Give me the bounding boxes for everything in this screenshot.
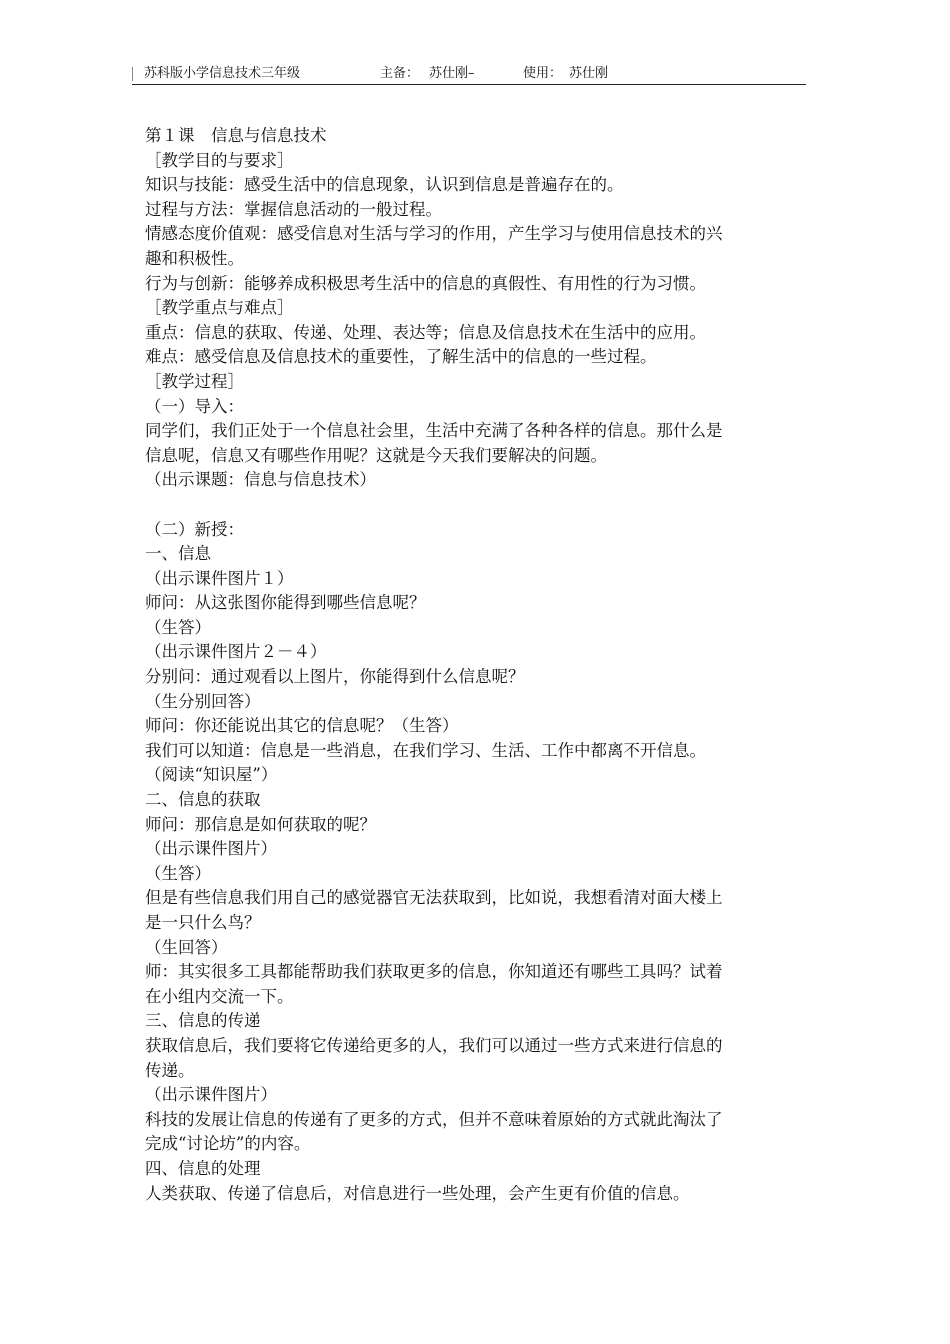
text-line: （二）新授：: [145, 519, 244, 539]
header-use-name: 苏仕刚: [569, 66, 609, 81]
text-line: ［教学重点与难点］: [145, 298, 294, 318]
text-line: （生回答）: [145, 937, 228, 957]
text-line: 难点：感受信息及信息技术的重要性，了解生活中的信息的一些过程。: [145, 347, 657, 367]
text-line: （出示课件图片）: [145, 1085, 277, 1105]
text-line: 师：其实很多工具都能帮助我们获取更多的信息，你知道还有哪些工具吗？试着: [145, 962, 723, 982]
text-line: 师问：从这张图你能得到哪些信息呢？: [145, 593, 426, 613]
text-line: 情感态度价值观：感受信息对生活与学习的作用，产生学习与使用信息技术的兴: [145, 224, 723, 244]
text-line: ［教学过程］: [145, 371, 244, 391]
text-line: 师问：你还能说出其它的信息呢？（生答）: [145, 716, 459, 736]
text-line: （出示课题：信息与信息技术）: [145, 470, 376, 490]
text-line: 科技的发展让信息的传递有了更多的方式，但并不意味着原始的方式就此淘汰了: [145, 1109, 723, 1129]
text-line: 三、信息的传递: [145, 1011, 261, 1031]
text-line: （出示课件图片２－４）: [145, 642, 327, 662]
text-line: 在小组内交流一下。: [145, 986, 294, 1006]
text-line: （出示课件图片１）: [145, 568, 294, 588]
text-line: 二、信息的获取: [145, 790, 261, 810]
text-line: （一）导入：: [145, 396, 244, 416]
text-line: 第１课 信息与信息技术: [145, 126, 327, 145]
text-line: （生答）: [145, 617, 211, 637]
text-line: 一、信息: [145, 544, 211, 564]
text-line: 传递。: [145, 1060, 195, 1080]
page-header: [132, 64, 806, 85]
text-line: 四、信息的处理: [145, 1158, 261, 1178]
blank-line: [145, 493, 810, 518]
header-divider: [132, 67, 133, 81]
text-line: 同学们，我们正处于一个信息社会里，生活中充满了各种各样的信息。那什么是: [145, 421, 723, 441]
text-line: 行为与创新：能够养成积极思考生活中的信息的真假性、有用性的行为习惯。: [145, 273, 706, 293]
text-line: 人类获取、传递了信息后，对信息进行一些处理，会产生更有价值的信息。: [145, 1183, 690, 1203]
text-line: 完成“讨论坊”的内容。: [145, 1134, 311, 1154]
text-line: 过程与方法：掌握信息活动的一般过程。: [145, 199, 442, 219]
header-prep-name: 苏仕刚–: [429, 66, 475, 81]
text-line: 我们可以知道：信息是一些消息，在我们学习、生活、工作中都离不开信息。: [145, 740, 706, 760]
text-line: （出示课件图片）: [145, 839, 277, 859]
text-line: 获取信息后，我们要将它传递给更多的人，我们可以通过一些方式来进行信息的: [145, 1035, 723, 1055]
header-use-label: 使用：: [523, 66, 563, 81]
text-line: ［教学目的与要求］: [145, 150, 294, 170]
header-title: 苏科版小学信息技术三年级: [144, 66, 301, 81]
text-line: 师问：那信息是如何获取的呢？: [145, 814, 376, 834]
text-line: 信息呢，信息又有哪些作用呢？这就是今天我们要解决的问题。: [145, 445, 607, 465]
text-line: （生答）: [145, 863, 211, 883]
text-line: 但是有些信息我们用自己的感觉器官无法获取到，比如说，我想看清对面大楼上: [145, 888, 723, 908]
text-line: 趣和积极性。: [145, 248, 244, 268]
text-line: 重点：信息的获取、传递、处理、表达等；信息及信息技术在生活中的应用。: [145, 322, 706, 342]
text-line: 是一只什么鸟？: [145, 913, 261, 932]
text-line: （生分别回答）: [145, 691, 261, 711]
lesson-body: [145, 124, 810, 1206]
text-line: 知识与技能：感受生活中的信息现象，认识到信息是普遍存在的。: [145, 175, 624, 195]
header-prep-label: 主备：: [380, 66, 420, 81]
text-line: （阅读“知识屋”）: [145, 765, 278, 785]
text-line: 分别问：通过观看以上图片，你能得到什么信息呢？: [145, 667, 525, 687]
